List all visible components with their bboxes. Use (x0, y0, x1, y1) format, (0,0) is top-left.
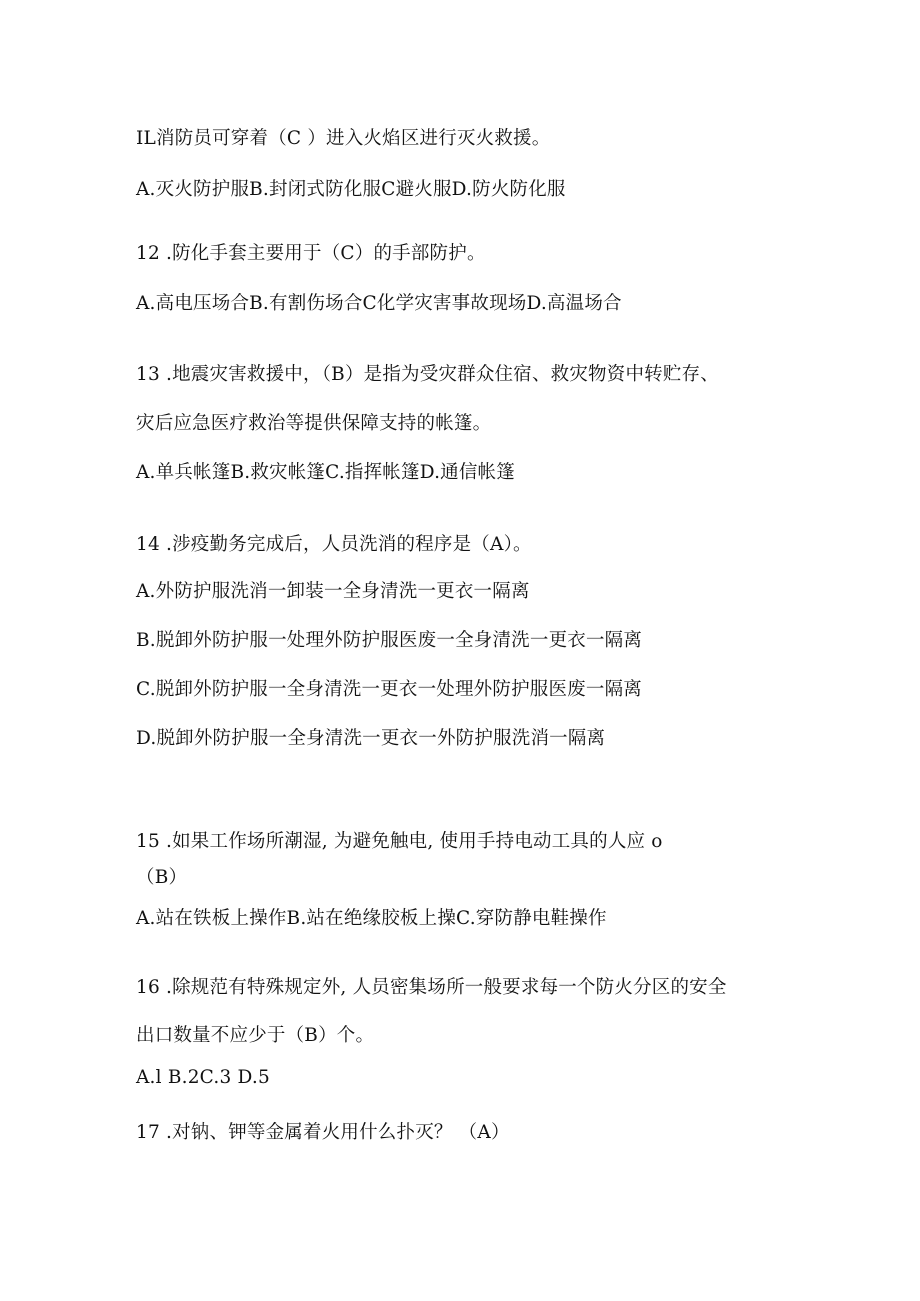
question-12-text: 12 .防化手套主要用于（C）的手部防护。 (136, 243, 486, 264)
question-14-option-b: B.脱卸外防护服一处理外防护服医废一全身清洗一更衣一隔离 (136, 630, 643, 651)
question-12-options: A.高电压场合B.有割伤场合C化学灾害事故现场D.高温场合 (136, 293, 622, 314)
question-17-text: 17 .对钠、钾等金属着火用什么扑灭？ （A） (136, 1122, 510, 1143)
question-15-text: 15 .如果工作场所潮湿, 为避免触电, 使用手持电动工具的人应 o (136, 831, 663, 852)
question-14-option-d: D.脱卸外防护服一全身清洗一更衣一外防护服洗消一隔离 (136, 728, 606, 749)
question-13-options: A.单兵帐篷B.救灾帐篷C.指挥帐篷D.通信帐篷 (136, 462, 515, 483)
question-11-text: IL消防员可穿着（C ）进入火焰区进行灭火救援。 (136, 128, 551, 149)
question-16-text-continued: 出口数量不应少于（B）个。 (136, 1025, 375, 1046)
question-15-options: A.站在铁板上操作B.站在绝缘胶板上操C.穿防静电鞋操作 (136, 908, 607, 929)
question-14-option-a: A.外防护服洗消一卸装一全身清洗一更衣一隔离 (136, 581, 530, 602)
question-16-options: A.l B.2C.3 D.5 (136, 1067, 270, 1088)
question-13-text: 13 .地震灾害救援中，（B）是指为受灾群众住宿、救灾物资中转贮存、 (136, 364, 719, 385)
question-11-options: A.灭火防护服B.封闭式防化服C避火服D.防火防化服 (136, 179, 566, 200)
question-14-option-c: C.脱卸外防护服一全身清洗一更衣一处理外防护服医废一隔离 (136, 679, 642, 700)
question-14-text: 14 .涉疫勤务完成后，人员洗消的程序是（A）。 (136, 534, 532, 555)
question-15-answer: （B） (136, 867, 188, 888)
question-13-text-continued: 灾后应急医疗救治等提供保障支持的帐篷。 (136, 413, 492, 434)
question-16-text: 16 .除规范有特殊规定外, 人员密集场所一般要求每一个防火分区的安全 (136, 977, 727, 998)
